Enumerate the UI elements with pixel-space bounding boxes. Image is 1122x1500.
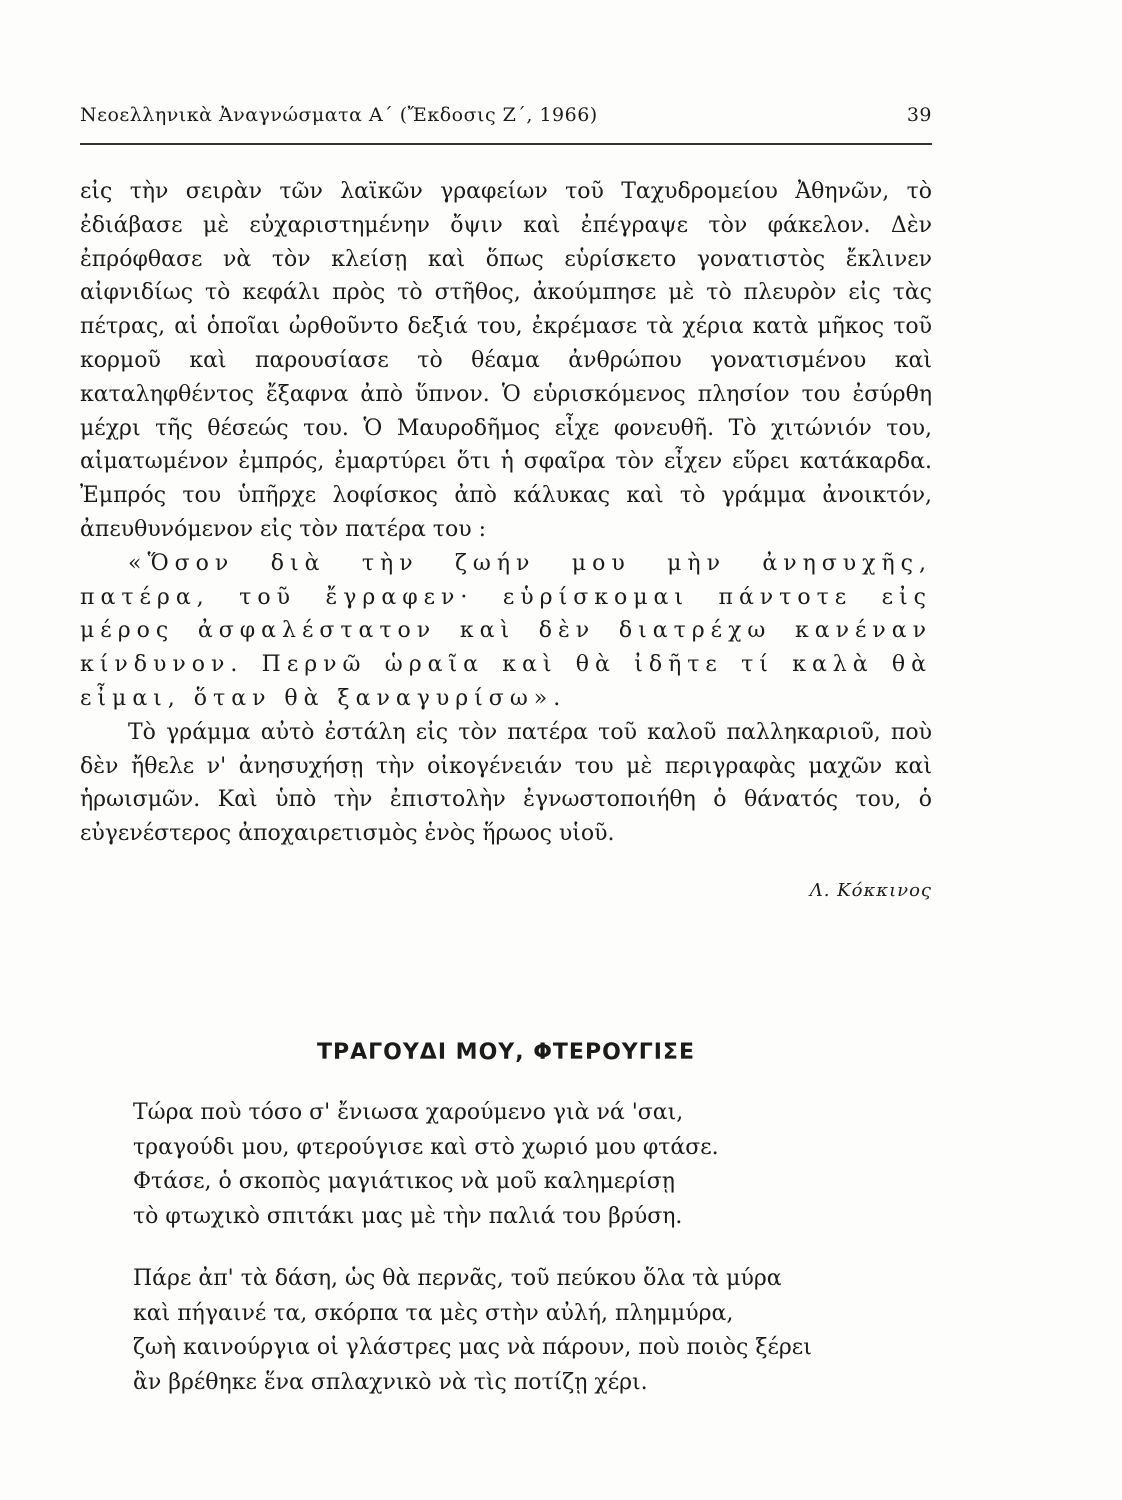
author-signature: Λ. Κόκκινος [809,880,932,901]
page-number: 39 [906,104,932,126]
prose-section [80,175,932,851]
poem-stanza-1 [133,1096,933,1234]
poem-line: Τώρα ποὺ τόσο σ' ἔνιωσα χαρούμενο γιὰ νά 'σαι, [133,1100,684,1125]
poem-line: Πάρε ἀπ' τὰ δάση, ὡς θὰ περνᾶς, τοῦ πεύκου ὅλα τὰ μύρα [133,1266,782,1291]
poem-line: καὶ πήγαινέ τα, σκόρπα τα μὲς στὴν αὐλή, πλημμύρα, [133,1300,734,1326]
quoted-letter: «Ὅσον διὰ τὴν ζωήν μου μὴν ἀνησυχῆς, πατέρα, τοῦ ἔγραφεν· εὑρίσκομαι πάντοτε εἰς μέρος ἀσφαλέστατον καὶ δὲν διατρέχω κανέναν κίνδυνον. Περνῶ ὡραῖα καὶ θὰ ἰδῆτε τί καλὰ θὰ εἶμαι, ὅταν θὰ ξαναγυρίσω». [80,550,932,711]
poem-stanza-2 [133,1262,933,1400]
running-head [80,104,932,134]
prose-paragraph-1: εἰς τὴν σειρὰν τῶν λαϊκῶν γραφείων τοῦ Ταχυδρομείου Ἀθηνῶν, τὸ ἐδιάβασε μὲ εὐχαριστημένην ὄψιν καὶ ἐπέγραψε τὸν φάκελον. Δὲν ἐπρόφθασε νὰ τὸν κλείσῃ καὶ ὅπως εὑρίσκετο γονατιστὸς ἔκλινεν αἰφνιδίως τὸ κεφάλι πρὸς τὸ στῆθος, ἀκούμπησε μὲ τὸ πλευρὸν εἰς τὰς πέτρας, αἱ ὁποῖαι ὠρθοῦντο δεξιά του, ἐκρέμασε τὰ χέρια κατὰ μῆκος τοῦ κορμοῦ καὶ παρουσίασε τὸ θέαμα ἀνθρώπου γονατισμένου καὶ καταληφθέντος ἔξαφνα ἀπὸ ὕπνον. Ὁ εὑρισκόμενος πλησίον του ἐσύρθη μέχρι τῆς θέσεώς του. Ὁ Μαυροδῆμος εἶχε φονευθῆ. Τὸ χιτώνιόν του, αἱματωμένον ἐμπρός, ἐμαρτύρει ὅτι ἡ σφαῖρα τὸν εἶχεν εὕρει κατάκαρδα. Ἐμπρός του ὑπῆρχε λοφίσκος ἀπὸ κάλυκας καὶ τὸ γράμμα ἀνοικτόν, ἀπευθυνόμενον εἰς τὸν πατέρα του : [80,179,932,542]
header-rule [80,143,932,145]
running-head-title: Νεοελληνικὰ Ἀναγνώσματα Α΄ (Ἔκδοσις Ζ΄, 1966) [80,104,598,126]
poem-title: ΤΡΑΓΟΥΔΙ ΜΟΥ, ΦΤΕΡΟΥΓΙΣΕ [317,1040,695,1065]
poem-line: τραγούδι μου, φτερούγισε καὶ στὸ χωριό μου φτάσε. [133,1134,719,1160]
prose-paragraph-2: Τὸ γράμμα αὐτὸ ἐστάλη εἰς τὸν πατέρα τοῦ καλοῦ παλληκαριοῦ, ποὺ δὲν ἤθελε ν' ἀνησυχήσῃ τὴν οἰκογένειάν του μὲ περιγραφὰς μαχῶν καὶ ἡρωισμῶν. Καὶ ὑπὸ τὴν ἐπιστολὴν ἐγνωστοποιήθη ὁ θάνατός του, ὁ εὐγενέστερος ἀποχαιρετισμὸς ἑνὸς ἥρωος υἱοῦ. [80,719,932,847]
poem-line: ἂν βρέθηκε ἕνα σπλαχνικὸ νὰ τὶς ποτίζῃ χέρι. [133,1369,648,1395]
poem-line: τὸ φτωχικὸ σπιτάκι μας μὲ τὴν παλιά του βρύση. [133,1203,683,1229]
poem-line: Φτάσε, ὁ σκοπὸς μαγιάτικος νὰ μοῦ καλημερίσῃ [133,1169,675,1194]
poem-line: ζωὴ καινούργια οἱ γλάστρες μας νὰ πάρουν, ποὺ ποιὸς ξέρει [133,1335,812,1360]
